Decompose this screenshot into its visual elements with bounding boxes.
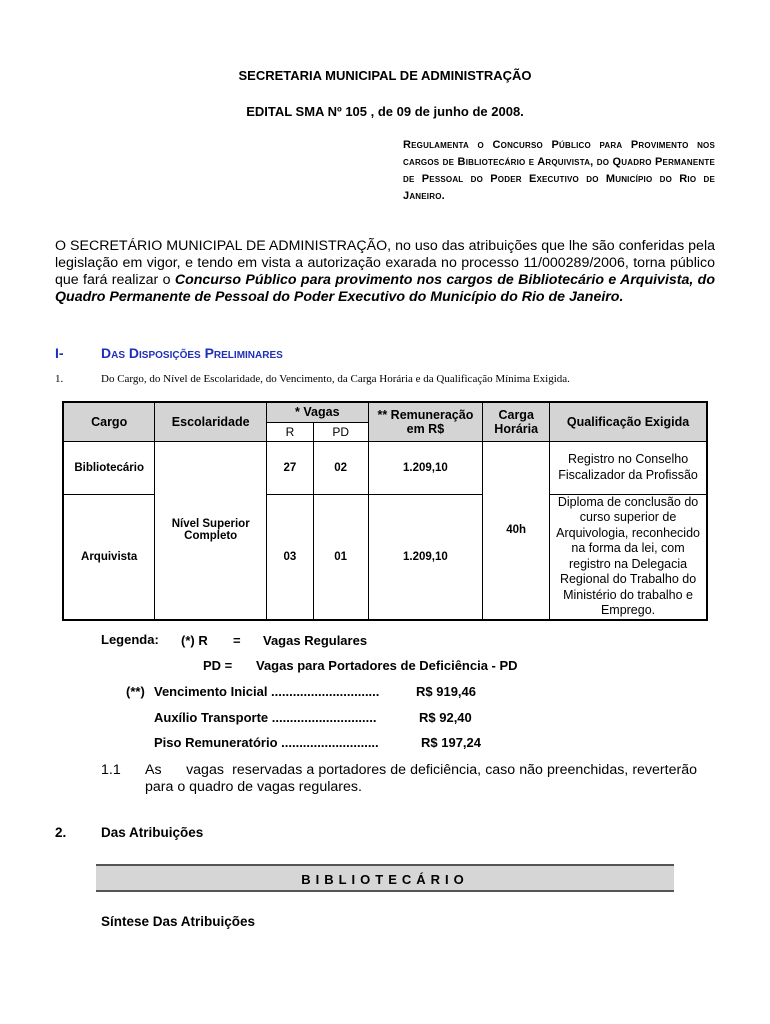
intro-paragraph xyxy=(55,238,715,306)
org-title: SECRETARIA MUNICIPAL DE ADMINISTRAÇÃO xyxy=(238,68,532,83)
legend-r-value: Vagas Regulares xyxy=(263,633,368,648)
section2-number: 2. xyxy=(55,825,67,840)
intro-emphasis: Concurso Público para provimento nos cargos de Bibliotecário e Arquivista, do Quadro Permanente de Pessoal do Poder Executivo do Município do Rio de Janeiro. xyxy=(55,272,715,305)
cell-r: 27 xyxy=(267,441,314,494)
piso-label: Piso Remuneratório ........................... xyxy=(154,735,379,750)
header-cargo: Cargo xyxy=(63,402,155,441)
sintese-title: Síntese Das Atribuições xyxy=(101,914,256,929)
vencimento-label: Vencimento Inicial .............................. xyxy=(154,684,380,699)
item11-number: 1.1 xyxy=(101,762,121,778)
piso-value: R$ 197,24 xyxy=(421,735,481,750)
cell-qualificacao: Diploma de conclusão do curso superior de Arquivologia, reconhecido na forma da lei, com registro na Delegacia Regional do Trabalho do Ministério do trabalho e Emprego. xyxy=(550,494,707,620)
legend-label: Legenda: xyxy=(101,632,159,647)
section1-title: Das Disposições Preliminares xyxy=(101,345,283,361)
cell-cargo: Bibliotecário xyxy=(63,441,155,494)
ementa: Regulamenta o Concurso Público para Provimento nos cargos de Bibliotecário e Arquivista, do Quadro Permanente de Pessoal do Poder Executivo do Município do Rio de Janeiro. xyxy=(403,139,715,202)
intro-text: O SECRETÁRIO MUNICIPAL DE ADMINISTRAÇÃO, no uso das atribuições que lhe são conferidas pela legislação em vigor, e tendo em vista a autorização exarada no processo 11/000289/2006, torna público que fará realizar o xyxy=(55,238,715,288)
cell-r: 03 xyxy=(267,494,314,620)
bibliotecario-band: BIBLIOTECÁRIO xyxy=(96,864,674,892)
cell-cargo: Arquivista xyxy=(63,494,155,620)
cell-remuneracao: 1.209,10 xyxy=(368,441,483,494)
vencimento-value: R$ 919,46 xyxy=(416,684,476,699)
edital-title: EDITAL SMA Nº 105 , de 09 de junho de 2008. xyxy=(246,104,524,119)
legend-r-key: (*) R xyxy=(181,633,208,648)
header-qualificacao: Qualificação Exigida xyxy=(550,402,707,441)
legend-eq: = xyxy=(233,633,241,648)
section2-title: Das Atribuições xyxy=(101,825,204,840)
vencimento-key: (**) xyxy=(126,684,145,699)
section1-number: I- xyxy=(55,345,64,361)
header-vagas: * Vagas xyxy=(267,402,368,422)
item1-text: Do Cargo, do Nível de Escolaridade, do Vencimento, da Carga Horária e da Qualificação Mínima Exigida. xyxy=(101,373,570,385)
header-escolaridade: Escolaridade xyxy=(155,402,267,441)
header-pd: PD xyxy=(313,422,368,441)
vagas-table xyxy=(62,401,708,621)
auxilio-value: R$ 92,40 xyxy=(419,710,472,725)
cell-pd: 01 xyxy=(313,494,368,620)
cell-carga: 40h xyxy=(483,441,550,620)
header-remuneracao: ** Remuneração em R$ xyxy=(368,402,483,441)
header-carga: Carga Horária xyxy=(483,402,550,441)
legend-pd-key: PD = xyxy=(203,658,233,673)
cell-escolaridade: Nível Superior Completo xyxy=(155,441,267,620)
auxilio-label: Auxílio Transporte ............................. xyxy=(154,710,377,725)
legend-pd-value: Vagas para Portadores de Deficiência - PD xyxy=(256,658,518,673)
cell-remuneracao: 1.209,10 xyxy=(368,494,483,620)
header-r: R xyxy=(267,422,314,441)
item11-text: As vagas reservadas a portadores de deficiência, caso não preenchidas, reverterão para o quadro de vagas regulares. xyxy=(145,762,701,795)
cell-pd: 02 xyxy=(313,441,368,494)
cell-qualificacao: Registro no Conselho Fiscalizador da Profissão xyxy=(550,441,707,494)
item1-number: 1. xyxy=(55,373,64,385)
table-row xyxy=(63,441,707,494)
